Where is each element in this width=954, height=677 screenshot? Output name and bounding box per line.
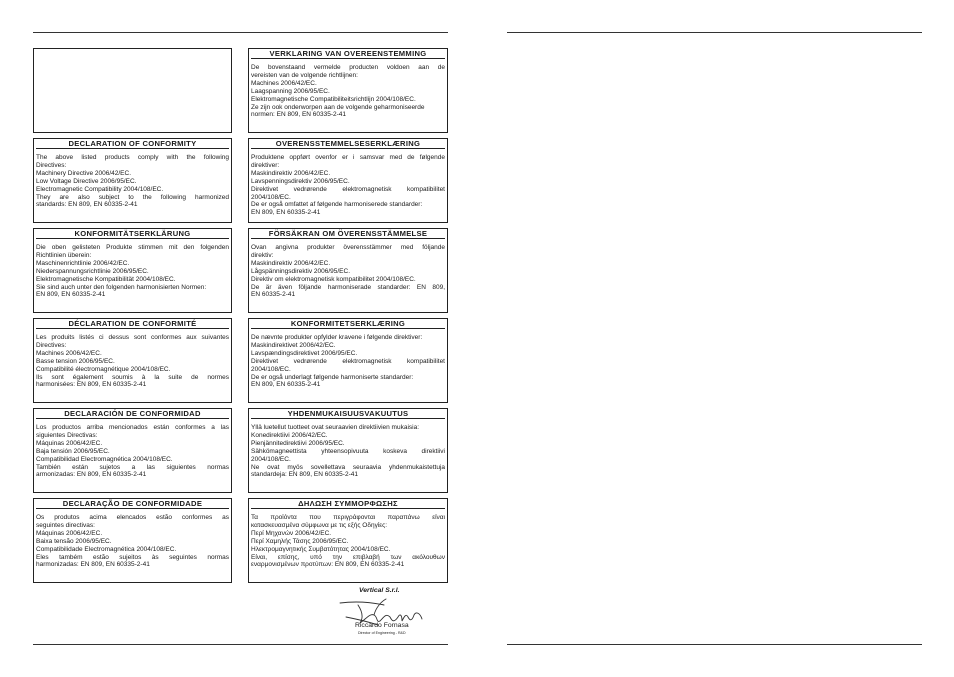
declaration-box-es <box>33 408 232 493</box>
declaration-line: También están sujetos a las siguientes normas <box>36 463 229 471</box>
declaration-line: Low Voltage Directive 2006/95/EC. <box>36 177 137 185</box>
top-rule-left <box>33 32 448 33</box>
declaration-line: Τα προϊόντα που περιγράφονται παραπάνω είναι <box>251 514 445 521</box>
declaration-line: Elektromagnetische Kompatibilität 2004/108/EC. <box>36 275 176 283</box>
declaration-line: seguintes directivas: <box>36 521 95 529</box>
signature-role: Director of Engineering - R&D <box>358 631 406 635</box>
declaration-line: Les produits listés ci dessus sont conformes aux suivantes <box>36 334 229 341</box>
declaration-box-fi <box>248 408 448 493</box>
declaration-line: Niederspannungsrichtlinie 2006/95/EC. <box>36 267 149 275</box>
declaration-line: Richtlinien überein: <box>36 251 92 259</box>
declaration-line: Ze zijn ook onderworpen aan de volgende geharmoniseerde <box>251 103 425 111</box>
declaration-line: Compatibilité électromagnétique 2004/108/EC. <box>36 365 171 373</box>
declaration-title: KONFORMITETSERKLÆRING <box>251 319 445 329</box>
declaration-line: Lågspänningsdirektiv 2006/95/EC. <box>251 267 351 275</box>
declaration-line: direktiver: <box>251 161 280 169</box>
declaration-line: Laagspanning 2006/95/EC. <box>251 87 330 95</box>
declaration-box-el <box>248 498 448 583</box>
declaration-line: Sie sind auch unter den folgenden harmonisierten Normen: <box>36 283 207 291</box>
declaration-line: Maskindirektiv 2006/42/EC. <box>251 169 331 177</box>
declaration-box-de <box>33 228 232 313</box>
declaration-line: Machines 2006/42/EC. <box>36 349 102 357</box>
declaration-line: Maskindirektivet 2006/42/EC. <box>251 341 336 349</box>
declaration-line: De er også underlagt følgende harmoniserte standarder: <box>251 373 414 381</box>
top-rule-right <box>507 32 922 33</box>
declaration-line: Yllä luetellut tuotteet ovat seuraavien direktiivien mukaisia: <box>251 424 420 431</box>
declaration-line: standards: EN 809, EN 60335-2-41 <box>36 201 138 209</box>
declaration-line: EN 809, EN 60335-2-41 <box>251 209 321 217</box>
declaration-line: Direktivet vedrørende elektromagnetisk kompatibilitet <box>251 185 445 193</box>
declaration-body <box>249 239 447 299</box>
declaration-line: Maschinenrichtlinie 2006/42/EC. <box>36 259 130 267</box>
declaration-box-no <box>248 138 448 223</box>
declaration-line: Eles também estão sujeitos às seguintes normas <box>36 553 229 561</box>
declaration-box-fr <box>33 318 232 403</box>
declaration-line: De er også omfattet af følgende harmoniserede standarder: <box>251 201 423 209</box>
declaration-line: Los productos arriba mencionados están conformes a las <box>36 424 229 431</box>
declaration-line: direktiv: <box>251 251 274 259</box>
declaration-line: Electromagnetic Compatibility 2004/108/EC. <box>36 185 164 193</box>
declaration-body <box>34 149 231 209</box>
declaration-line: 2004/108/EC. <box>251 193 291 201</box>
declaration-title: VERKLARING VAN OVEREENSTEMMING <box>251 49 445 59</box>
declaration-box-nl <box>248 48 448 133</box>
declaration-line: κατασκευασμένα σύμφωνα με τις εξής Οδηγίες: <box>251 521 388 529</box>
declaration-line: Ovan angivna produkter överensstämmer med följande <box>251 244 445 251</box>
declaration-title: FÖRSÄKRAN OM ÖVERENSSTÄMMELSE <box>251 229 445 239</box>
declaration-box-da <box>248 318 448 403</box>
declaration-body <box>249 329 447 389</box>
declaration-body <box>34 419 231 479</box>
declaration-body <box>34 509 231 569</box>
declaration-line: EN 60335-2-41 <box>251 291 296 299</box>
declaration-line: εναρμονισμένων προτύπων: EN 809, EN 60335-2-41 <box>251 561 405 569</box>
declaration-box-sv <box>248 228 448 313</box>
declaration-line: Direktiv om elektromagnetisk kompatibilitet 2004/108/EC. <box>251 275 416 283</box>
declaration-line: EN 809, EN 60335-2-41 <box>36 291 106 299</box>
declaration-line: De nævnte produkter opfylder kravene i følgende direktiver: <box>251 334 423 341</box>
signature-company: Vertical S.r.l. <box>359 587 400 594</box>
declaration-body <box>34 329 231 389</box>
declaration-line: harmonizadas: EN 809, EN 60335-2-41 <box>36 561 150 569</box>
declaration-line: armonizadas: EN 809, EN 60335-2-41 <box>36 471 147 479</box>
blank-box <box>33 48 232 133</box>
declaration-body <box>249 419 447 479</box>
bottom-rule-left <box>33 644 448 645</box>
declaration-line: De är även följande harmoniserade standarder: EN 809, <box>251 283 445 291</box>
declaration-box-en <box>33 138 232 223</box>
declaration-line: 2004/108/EC. <box>251 365 291 373</box>
declaration-title: DÉCLARATION DE CONFORMITÉ <box>36 319 229 329</box>
declaration-line: Maskindirektiv 2006/42/EC. <box>251 259 331 267</box>
declaration-line: Pienjännitedirektiivi 2006/95/EC. <box>251 439 345 447</box>
declaration-line: harmonisées: EN 809, EN 60335-2-41 <box>36 381 147 389</box>
declaration-line: Baixa tensão 2006/95/EC. <box>36 537 112 545</box>
declaration-line: Produktene oppført ovenfor er i samsvar med de følgende <box>251 154 445 161</box>
declaration-title: DECLARACIÓN DE CONFORMIDAD <box>36 409 229 419</box>
declaration-line: standardeja: EN 809, EN 60335-2-41 <box>251 471 358 479</box>
declaration-line: Elektromagnetische Compatibiliteitsrichtlijn 2004/108/EC. <box>251 95 416 103</box>
declaration-line: Lavspændingsdirektivet 2006/95/EC. <box>251 349 358 357</box>
declaration-title: ΔΗΛΩΣΗ ΣΥΜΜΟΡΦΩΣΗΣ <box>251 499 445 509</box>
declaration-title: DECLARATION OF CONFORMITY <box>36 139 229 149</box>
declaration-line: Machines 2006/42/EC. <box>251 79 317 87</box>
declaration-line: Direktivet vedrørende elektromagnetisk kompatibilitet <box>251 357 445 365</box>
declaration-line: vereisten van de volgende richtlijnen: <box>251 71 358 79</box>
declaration-line: Compatibilidade Electromagnética 2004/108/EC. <box>36 545 177 553</box>
declaration-title: OVERENSSTEMMELSESERKLÆRING <box>251 139 445 149</box>
declaration-line: Περί Μηχανών 2006/42/EC. <box>251 529 332 537</box>
declaration-line: Directives: <box>36 341 67 349</box>
bottom-rule-right <box>507 644 922 645</box>
declaration-line: Lavspenningsdirektiv 2006/95/EC. <box>251 177 350 185</box>
declaration-body <box>34 239 231 299</box>
declaration-body <box>249 149 447 217</box>
declaration-line: Ηλεκτρομαγνητικής Συμβατότητας 2004/108/EC. <box>251 545 391 553</box>
declaration-line: Directives: <box>36 161 67 169</box>
signature-name: Riccardo Fornasa <box>355 622 409 629</box>
declaration-line: Περί Χαμηλής Τάσης 2006/95/EC. <box>251 537 349 545</box>
declaration-line: Sähkömagneettista yhteensopivuuta koskeva direktiivi <box>251 447 445 455</box>
declaration-line: Máquinas 2006/42/EC. <box>36 529 103 537</box>
declaration-line: normen: EN 809, EN 60335-2-41 <box>251 111 347 119</box>
declaration-line: Είναι, επίσης, υπό την επιβλαβή των ακόλουθων <box>251 553 445 561</box>
declaration-title: YHDENMUKAISUUSVAKUUTUS <box>251 409 445 419</box>
declaration-line: Máquinas 2006/42/EC. <box>36 439 103 447</box>
declaration-line: Ne ovat myös sovellettava seuraavia yhdenmukaistettuja <box>251 463 445 471</box>
declaration-title: KONFORMITÄTSERKLÄRUNG <box>36 229 229 239</box>
declaration-line: EN 809, EN 60335-2-41 <box>251 381 321 389</box>
declaration-title: DECLARAÇÃO DE CONFORMIDADE <box>36 499 229 509</box>
declaration-line: 2004/108/EC. <box>251 455 291 463</box>
declaration-line: Basse tension 2006/95/EC. <box>36 357 115 365</box>
declaration-box-pt <box>33 498 232 583</box>
declaration-line: De bovenstaand vermelde producten voldoen aan de <box>251 64 445 71</box>
declaration-line: The above listed products comply with the following <box>36 154 229 161</box>
declaration-line: Baja tensión 2006/95/EC. <box>36 447 110 455</box>
declaration-line: siguientes Directivas: <box>36 431 98 439</box>
declaration-line: They are also subject to the following harmonized <box>36 193 229 201</box>
declaration-line: Os produtos acima elencados estão conformes as <box>36 514 229 521</box>
declaration-body <box>249 59 447 119</box>
declaration-body <box>249 509 447 569</box>
declaration-line: Machinery Directive 2006/42/EC. <box>36 169 132 177</box>
declaration-line: Konedirektiivi 2006/42/EC. <box>251 431 328 439</box>
declaration-line: Compatibilidad Electromagnética 2004/108/EC. <box>36 455 173 463</box>
declaration-line: Die oben gelisteten Produkte stimmen mit den folgenden <box>36 244 229 251</box>
declaration-line: Ils sont également soumis à la suite de normes <box>36 373 229 381</box>
